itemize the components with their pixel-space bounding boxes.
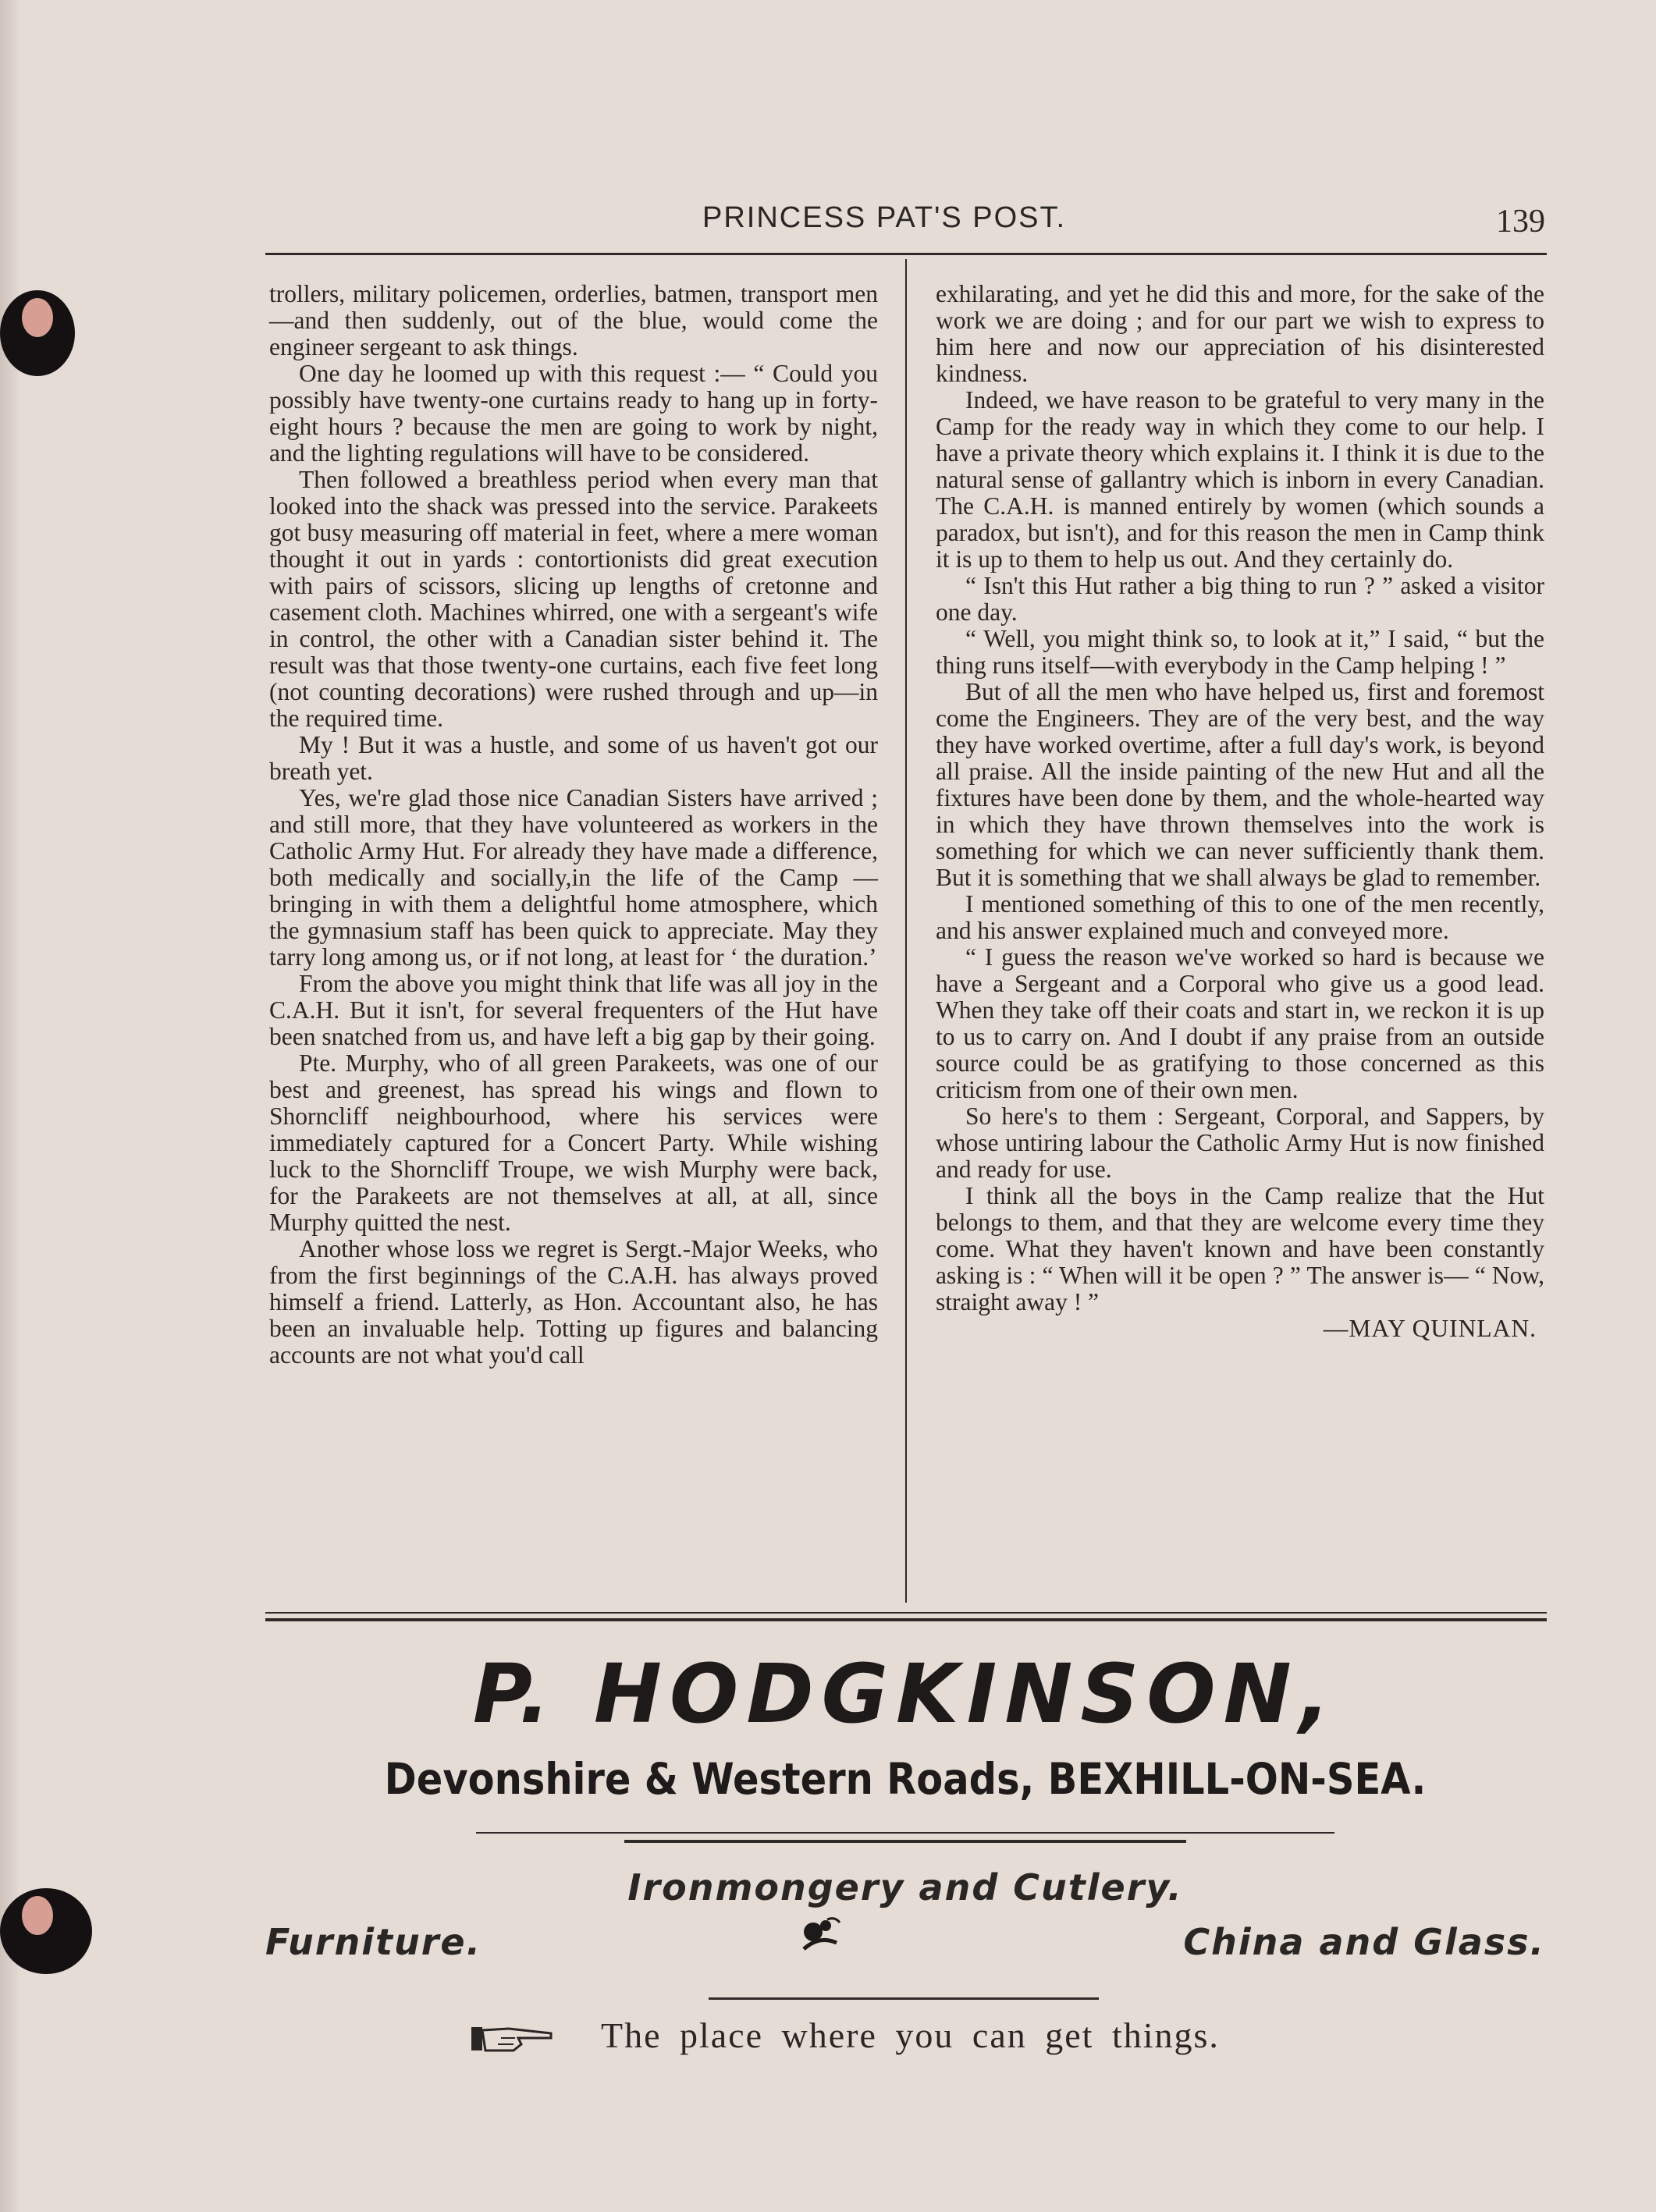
- ad-goods-left: Furniture.: [265, 1921, 482, 1963]
- left-column: [269, 281, 878, 1369]
- ad-goods-line: Ironmongery and Cutlery.: [627, 1866, 1183, 1908]
- paragraph: But of all the men who have helped us, first and foremost come the Engineers. They are of the very best, and the way they have worked overtime, after a full day's work, is beyond all praise. All the inside painting of the new Hut and all the fixtures have been done by them, and the whole-hearted way in which they have thrown themselves into the work is something for which we can never sufficiently thank them. But it is something that we shall always be glad to remember.: [936, 678, 1544, 891]
- paragraph: Pte. Murphy, who of all green Parakeets, was one of our best and greenest, has spread his wings and flown to Shorncliff neighbourhood, where his services were immediately captured for a Concert Party. While wishing luck to the Shorncliff Troupe, we wish Murphy were back, for the Parakeets are not themselves at all, at all, since Murphy quitted the nest.: [269, 1049, 878, 1236]
- paragraph: “ Well, you might think so, to look at it,” I said, “ but the thing runs itself—with everybody in the Camp helping ! ”: [936, 625, 1544, 679]
- paragraph: One day he loomed up with this request :— “ Could you possibly have twenty-one curtains ready to hang up in forty-eight hours ? because the men are going to work by night, and the lighting regulations will have to be considered.: [269, 360, 878, 467]
- paragraph: From the above you might think that life was all joy in the C.A.H. But it isn't, for several frequenters of the Hut have been snatched from us, and have left a big gap by their going.: [269, 970, 878, 1050]
- ad-rule-lower: [624, 1840, 1186, 1843]
- paragraph: “ Isn't this Hut rather a big thing to run ? ” asked a visitor one day.: [936, 572, 1544, 626]
- paragraph: I think all the boys in the Camp realize that the Hut belongs to them, and that they are welcome every time they come. What they haven't known and have been constantly asking is : “ When will it be open ? ” The answer is— “ Now, straight away ! ”: [936, 1182, 1544, 1315]
- ornament-icon: [796, 1912, 843, 1958]
- paragraph: trollers, military policemen, orderlies, batmen, transport men—and then suddenly, out of the blue, would come the engineer sergeant to ask things.: [269, 280, 878, 360]
- advertiser-address: Devonshire & Western Roads, BEXHILL-ON-SEA.: [384, 1754, 1427, 1804]
- advertiser-name: P. HODGKINSON,: [472, 1646, 1338, 1742]
- ad-top-rule-thick: [265, 1618, 1547, 1621]
- paragraph: Another whose loss we regret is Sergt.-Major Weeks, who from the first beginnings of the C.A.H. has always proved himself a friend. Latterly, as Hon. Accountant also, he has been an invaluable help. Totting up figures and balancing accounts are not what you'd call: [269, 1235, 878, 1369]
- page-header: [265, 201, 1545, 248]
- ad-top-rule: [265, 1612, 1547, 1614]
- header-rule: [265, 253, 1547, 255]
- paragraph: So here's to them : Sergeant, Corporal, and Sappers, by whose untiring labour the Catholic Army Hut is now finished and ready for use.: [936, 1102, 1544, 1183]
- punch-hole-bottom: [0, 1888, 92, 1974]
- paragraph: Indeed, we have reason to be grateful to very many in the Camp for the ready way in which they come to our help. I have a private theory which explains it. I think it is due to the natural sense of gallantry which is inborn in every Canadian. The C.A.H. is manned entirely by women (which sounds a paradox, but isn't), and for this reason the men in Camp think it is up to them to help us out. And they certainly do.: [936, 386, 1544, 573]
- advertisement: [265, 1631, 1545, 2099]
- paragraph: exhilarating, and yet he did this and more, for the sake of the work we are doing ; and for our part we wish to express to him here and now our appreciation of his disinterested kindness.: [936, 280, 1544, 387]
- right-column: [936, 281, 1544, 1342]
- punch-hole-top: [0, 290, 75, 376]
- running-title: PRINCESS PAT'S POST.: [702, 201, 1067, 234]
- author-signature: —MAY QUINLAN.: [1323, 1315, 1537, 1342]
- paragraph: “ I guess the reason we've worked so hard is because we have a Sergeant and a Corporal who give us a good lead. When they take off their coats and start in, we reckon it is up to us to carry on. And I doubt if any praise from an outside source could be as gratifying to those concerned as this criticism from one of their own men.: [936, 943, 1544, 1103]
- ad-rule-upper: [476, 1832, 1334, 1834]
- paragraph: Yes, we're glad those nice Canadian Sisters have arrived ; and still more, that they have volunteered as workers in the Catholic Army Hut. For already they have made a difference, both medically and socially,in the life of the Camp —bringing in with them a delightful home atmosphere, which the gymnasium staff has been quick to appreciate. May they tarry long among us, or if not long, at least for ‘ the duration.’: [269, 784, 878, 971]
- paragraph: I mentioned something of this to one of the men recently, and his answer explained much and conveyed more.: [936, 890, 1544, 944]
- page-number: 139: [1496, 204, 1545, 240]
- paragraph: My ! But it was a hustle, and some of us haven't got our breath yet.: [269, 731, 878, 785]
- ad-tagline: The place where you can get things.: [601, 2015, 1220, 2055]
- ad-rule-bottom: [709, 1997, 1099, 2000]
- pointing-hand-icon: [470, 2021, 556, 2057]
- paragraph: Then followed a breathless period when every man that looked into the shack was pressed into the service. Parakeets got busy measuring off material in feet, where a mere woman thought it out in yards : contortionists did great execution with pairs of scissors, slicing up lengths of cretonne and casement cloth. Machines whirred, one with a sergeant's wife in control, the other with a Canadian sister behind it. The result was that those twenty-one curtains, each five feet long (not counting decorations) were rushed through and up—in the required time.: [269, 466, 878, 732]
- ad-goods-right: China and Glass.: [1183, 1921, 1545, 1963]
- column-divider: [905, 259, 907, 1603]
